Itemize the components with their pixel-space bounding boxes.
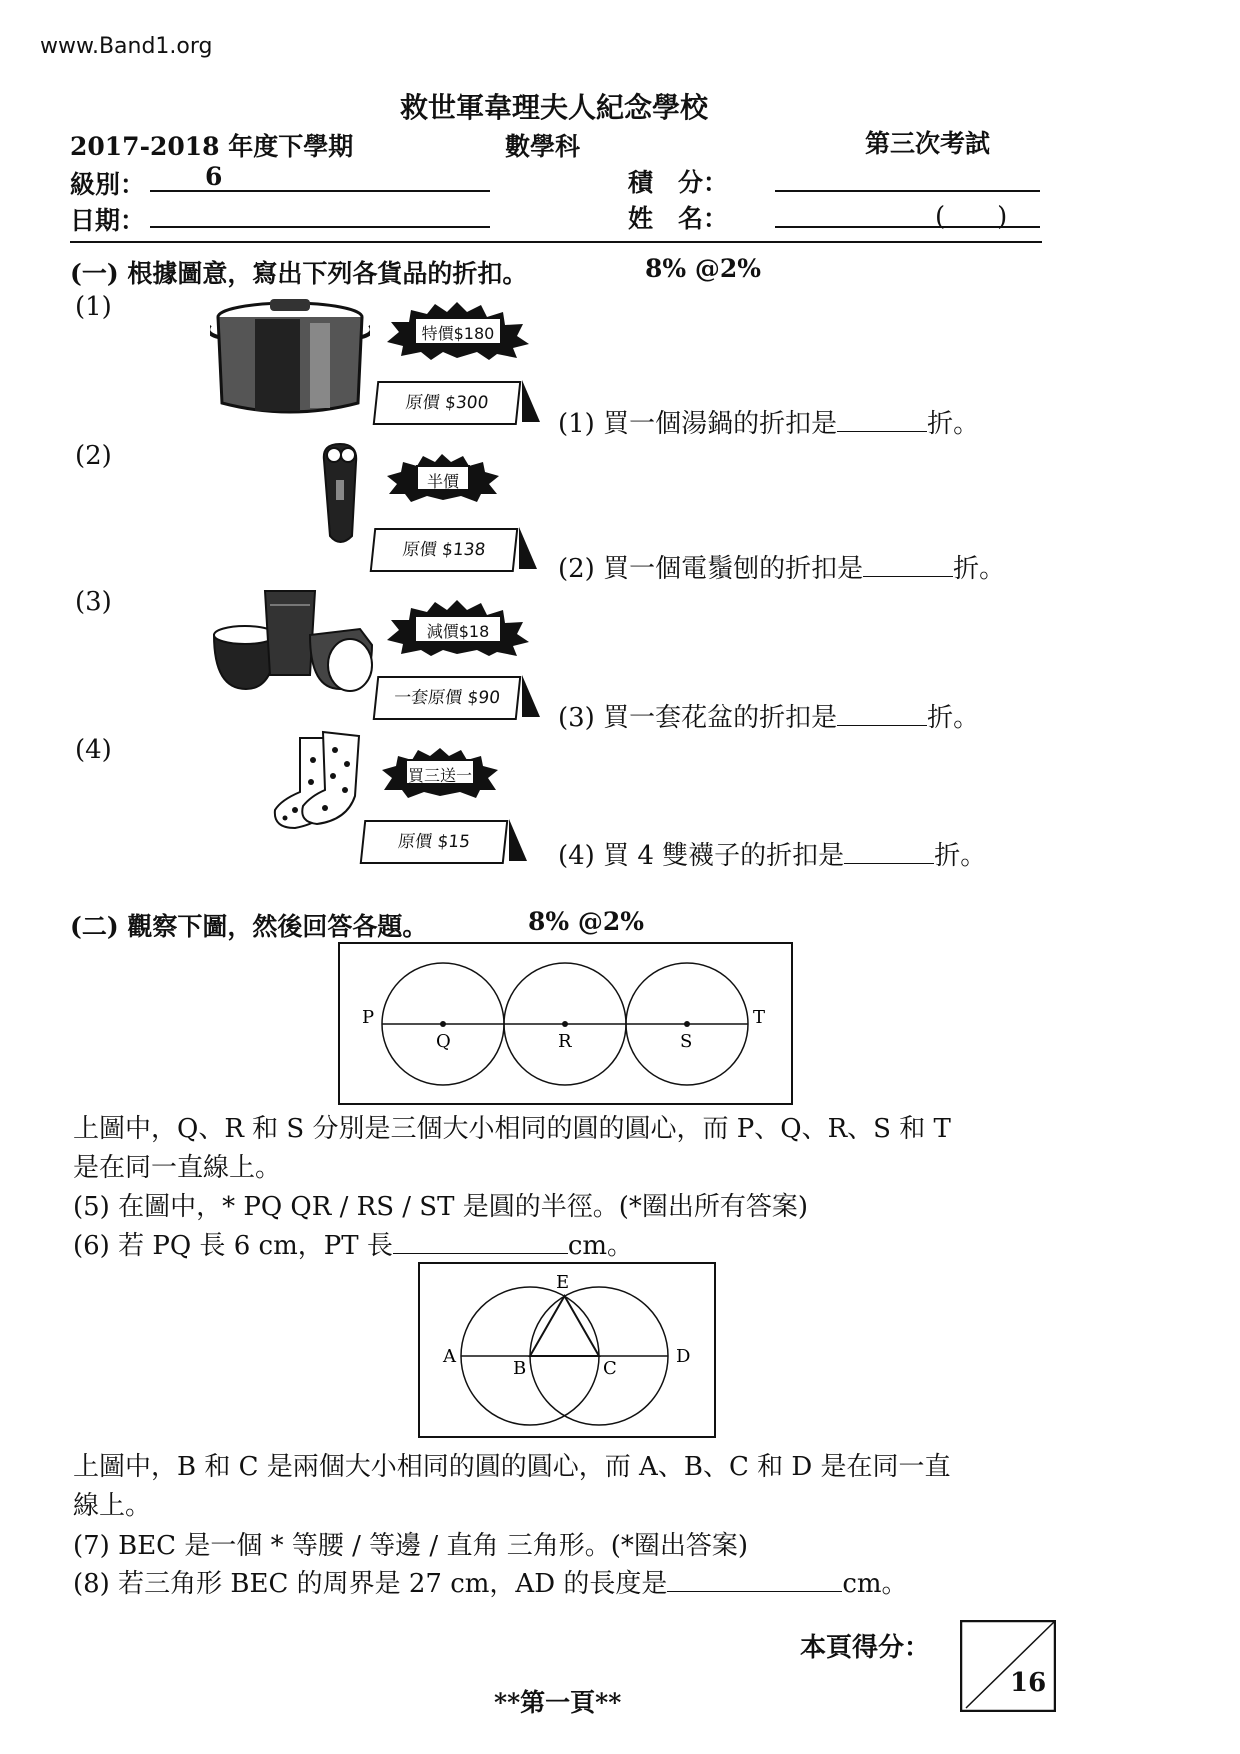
special-price-tag: 特價$180	[421, 324, 495, 343]
question-number: (2)	[558, 554, 595, 584]
label-t: T	[753, 1007, 766, 1028]
item-number: (2)	[75, 441, 112, 471]
card-shadow	[519, 527, 537, 569]
page-score-box[interactable]	[960, 1620, 1056, 1712]
question-text: 買 4 雙襪子的折扣是	[603, 841, 845, 871]
question-suffix: 折。	[934, 841, 987, 871]
question-5: (5) 在圖中，* PQ QR / RS / ST 是圓的半徑。(*圈出所有答案)	[73, 1192, 808, 1222]
question-number: (3)	[558, 703, 595, 733]
original-price-card: 原價 $15	[360, 820, 509, 864]
question-suffix: 折。	[953, 554, 1006, 584]
question-text: 買一個電鬚刨的折扣是	[603, 554, 864, 584]
figure1-description: 上圖中，Q、R 和 S 分別是三個大小相同的圓的圓心，而 P、Q、R、S 和 T	[73, 1114, 951, 1144]
label-r: R	[558, 1031, 572, 1052]
label-d: D	[676, 1346, 691, 1367]
figure2-description: 上圖中，B 和 C 是兩個大小相同的圓的圓心，而 A、B、C 和 D 是在同一直	[73, 1452, 951, 1482]
question-text: (6) 若 PQ 長 6 cm，PT 長	[73, 1231, 393, 1261]
question-text: 買一個湯鍋的折扣是	[603, 409, 838, 439]
label-b: B	[513, 1358, 527, 1379]
page-score-label: 本頁得分：	[800, 1633, 931, 1663]
flower-pots-image	[210, 585, 380, 695]
section2-marks: 8% @2%	[528, 907, 645, 936]
question-6	[73, 1225, 633, 1262]
question-suffix: 折。	[927, 409, 980, 439]
item-number: (4)	[75, 735, 112, 765]
question-number: (4)	[558, 841, 595, 871]
item-number: (3)	[75, 587, 112, 617]
question-text: (8) 若三角形 BEC 的周界是 27 cm，AD 的長度是	[73, 1569, 668, 1599]
answer-blank[interactable]	[863, 554, 953, 577]
question-text: 買一套花盆的折扣是	[603, 703, 838, 733]
label-q: Q	[436, 1031, 451, 1052]
answer-blank[interactable]	[667, 1569, 842, 1592]
discount-tag: 減價$18	[426, 622, 490, 641]
page-footer: **第一頁**	[494, 1688, 622, 1717]
original-price-card: 原價 $138	[370, 528, 519, 572]
card-shadow	[522, 675, 540, 717]
label-e: E	[556, 1272, 570, 1293]
card-shadow	[509, 819, 527, 861]
name-label: 姓 名：	[628, 204, 729, 233]
socks-image	[255, 730, 370, 835]
label-c: C	[603, 1358, 617, 1379]
answer-blank[interactable]	[837, 703, 927, 726]
school-name: 救世軍韋理夫人紀念學校	[400, 91, 709, 124]
label-s: S	[680, 1031, 693, 1052]
question-2	[558, 548, 1005, 585]
question-8	[73, 1563, 908, 1600]
answer-blank[interactable]	[837, 409, 927, 432]
question-suffix: 折。	[927, 703, 980, 733]
question-7: (7) BEC 是一個 * 等腰 / 等邊 / 直角 三角形。(*圈出答案)	[73, 1531, 748, 1561]
grade-value[interactable]: 6	[205, 162, 223, 191]
section1-heading: (一) 根據圖意，寫出下列各貨品的折扣。	[70, 259, 528, 288]
figure2-description-cont: 線上。	[73, 1491, 152, 1521]
score-label: 積 分：	[628, 168, 729, 197]
grade-underline	[150, 190, 490, 192]
question-1	[558, 403, 979, 440]
electric-shaver-image	[312, 440, 367, 550]
two-circles-triangle-figure	[418, 1262, 716, 1438]
question-suffix: cm。	[842, 1569, 908, 1599]
question-suffix: cm。	[567, 1231, 634, 1261]
header-divider	[70, 241, 1042, 243]
item-number: (1)	[75, 292, 112, 322]
question-4	[558, 835, 986, 872]
watermark-url: www.Band1.org	[40, 34, 213, 59]
three-circles-figure	[338, 942, 793, 1105]
question-3	[558, 697, 979, 734]
section2-heading: (二) 觀察下圖，然後回答各題。	[70, 912, 428, 941]
question-number: (1)	[558, 409, 595, 439]
subject-label: 數學科	[505, 132, 581, 161]
card-shadow	[522, 380, 540, 422]
half-price-tag: 半價	[426, 472, 459, 491]
label-a: A	[443, 1346, 456, 1367]
exam-label: 第三次考試	[865, 129, 991, 158]
buy-three-get-one-tag: 買三送一	[407, 766, 472, 785]
class-number-paren: ( )	[935, 202, 1008, 232]
figure1-description-cont: 是在同一直線上。	[73, 1153, 282, 1183]
label-p: P	[362, 1007, 375, 1028]
soup-pot-image	[210, 295, 370, 420]
grade-label: 級別：	[70, 170, 146, 199]
score-field[interactable]	[775, 190, 1040, 192]
answer-blank[interactable]	[393, 1231, 568, 1254]
original-price-card: 原價 $300	[373, 381, 522, 425]
answer-blank[interactable]	[844, 841, 934, 864]
page-score-total: 16	[1010, 1668, 1047, 1698]
date-label: 日期：	[70, 206, 146, 235]
original-price-card: 一套原價 $90	[373, 676, 522, 720]
term-label: 2017-2018 年度下學期	[70, 132, 354, 161]
date-field[interactable]	[150, 226, 490, 228]
section1-marks: 8% @2%	[645, 254, 762, 283]
